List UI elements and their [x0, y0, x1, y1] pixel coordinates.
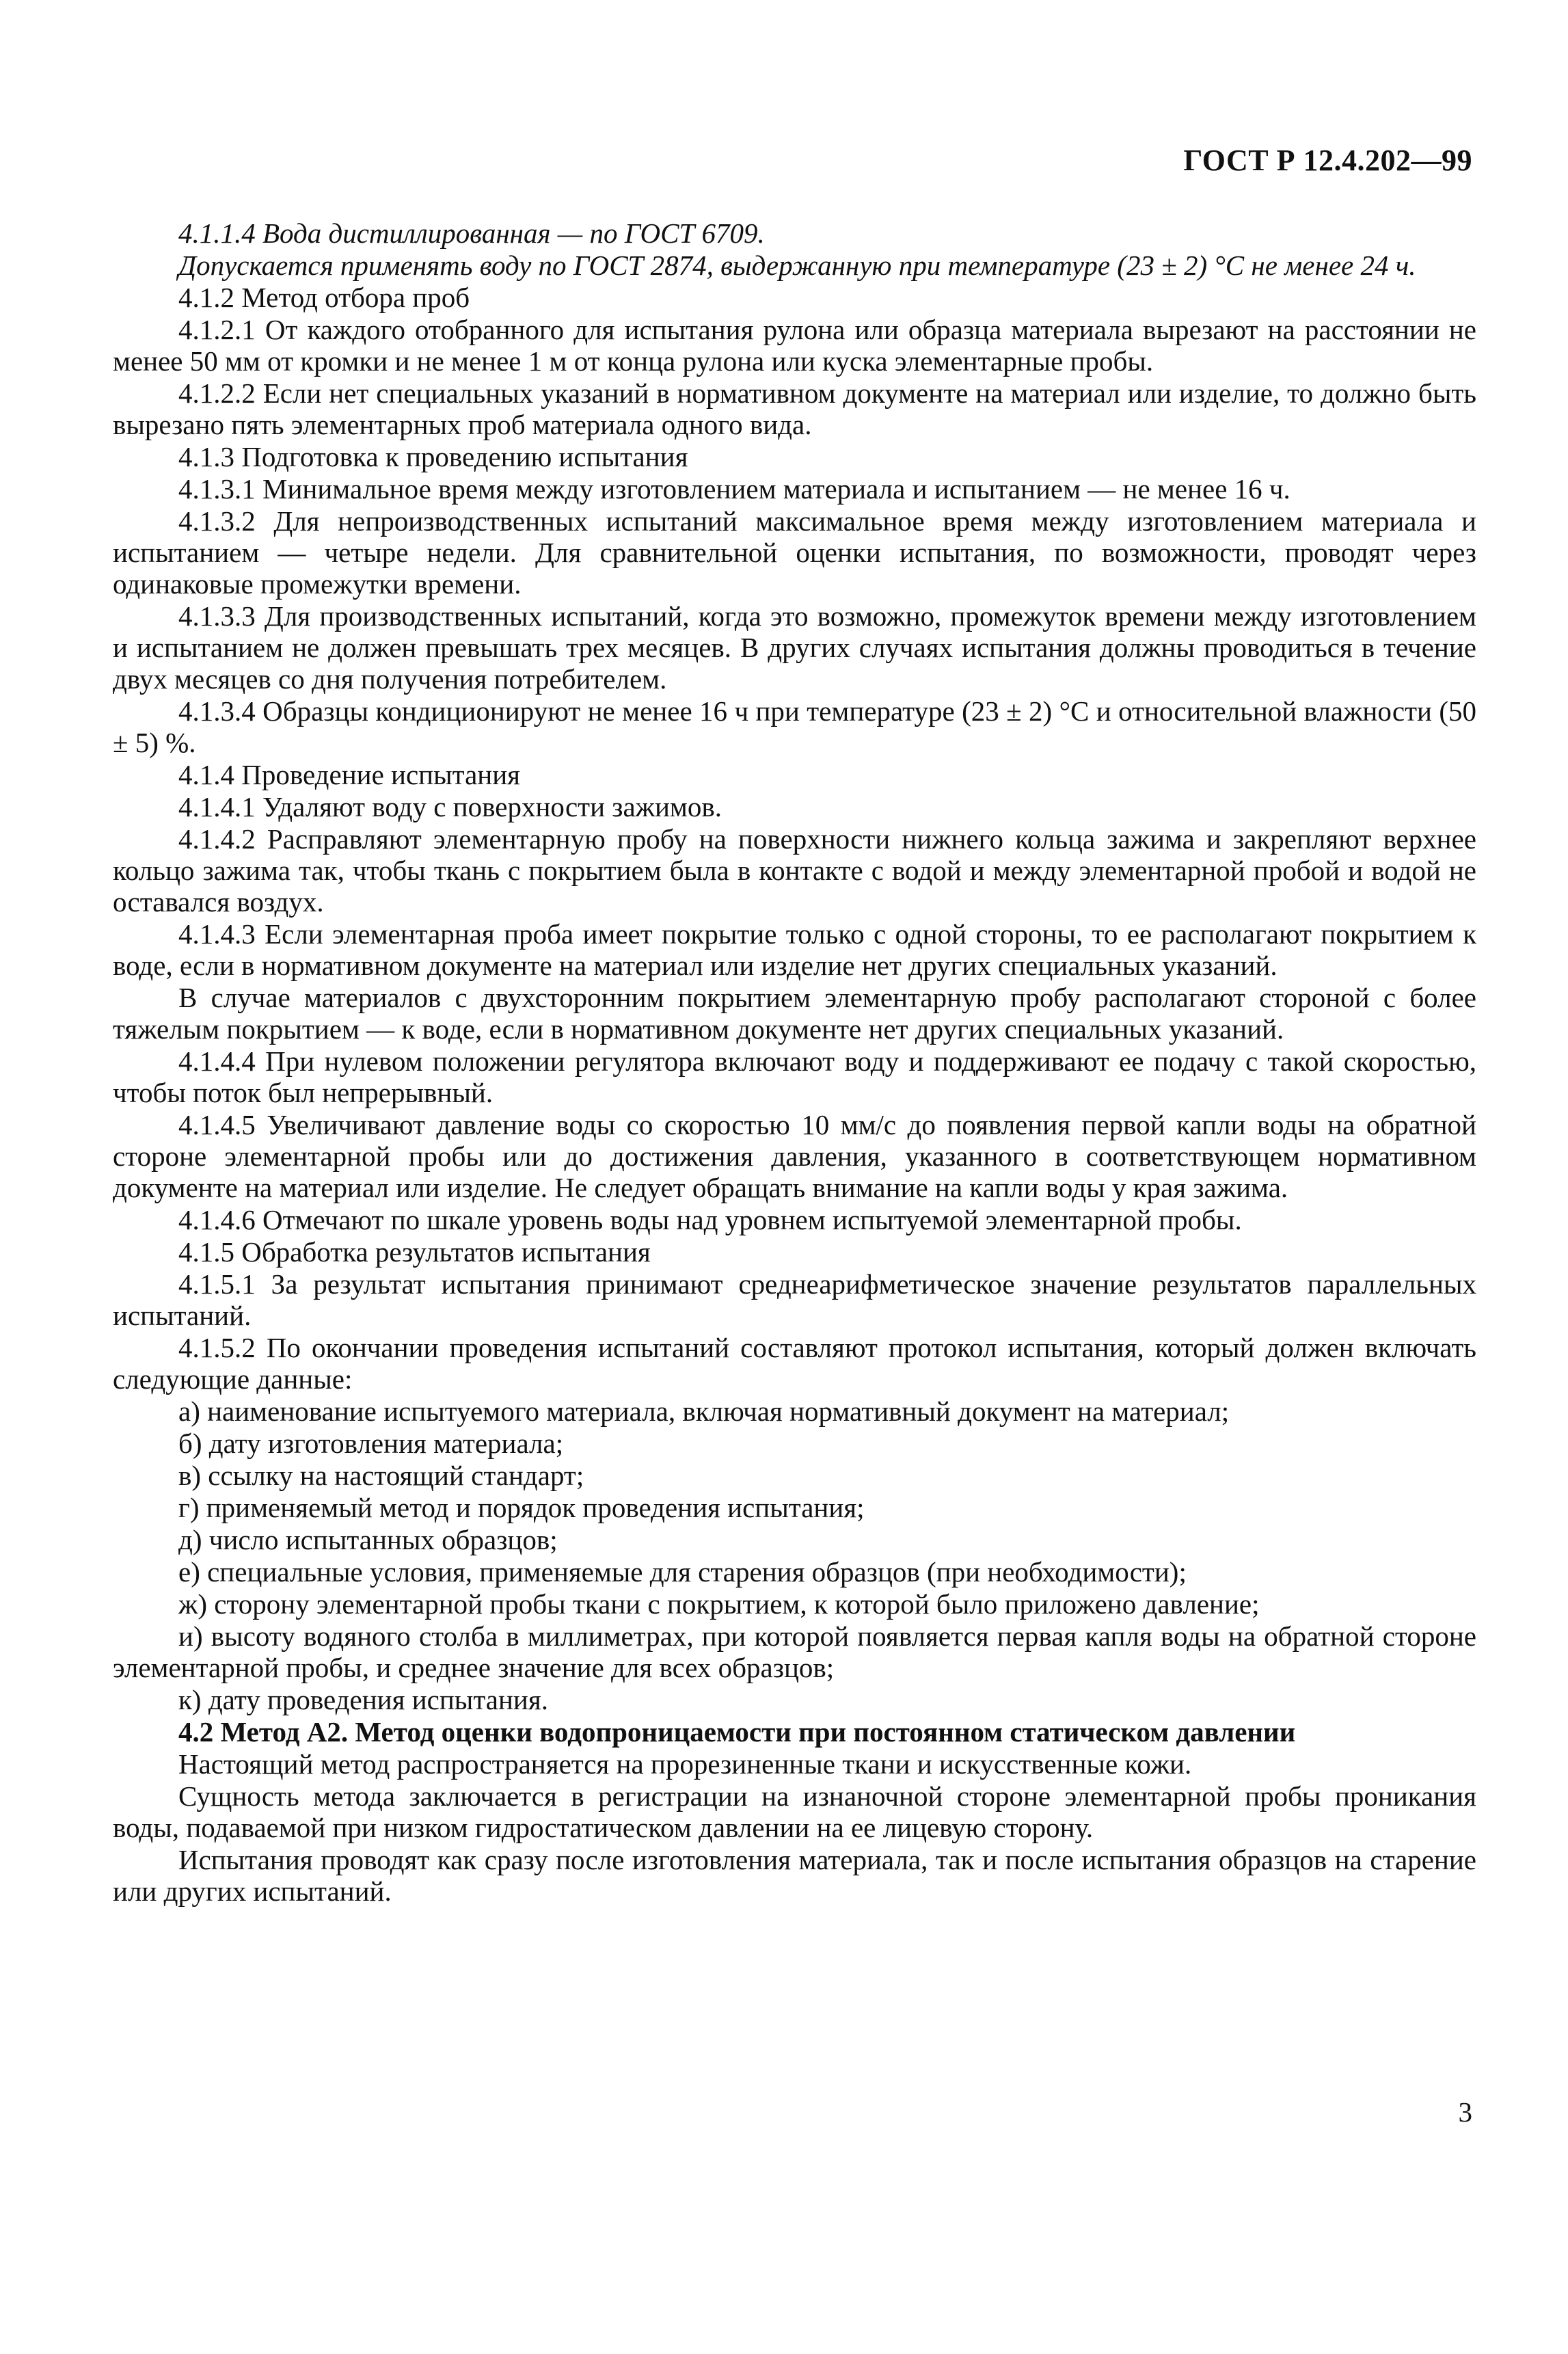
paragraph-4-1-4-2: 4.1.4.2 Расправляют элементарную пробу на поверхности нижнего кольца зажима и закрепляют верхнее кольцо зажима так, чтобы ткань с покрытием была в контакте с водой и между элементарной пробой и водой не оставался воздух.	[113, 823, 1476, 918]
heading-4-1-4: 4.1.4 Проведение испытания	[178, 759, 521, 790]
paragraph-two-sided-coating: В случае материалов с двухсторонним покрытием элементарную пробу располагают стороной с более тяжелым покрытием — к воде, если в нормативном документе нет других специальных указаний.	[113, 982, 1476, 1045]
heading-4-2-method-a2: 4.2 Метод А2. Метод оценки водопроницаемости при постоянном статическом давлении	[178, 1716, 1296, 1748]
paragraph-4-1-3-1: 4.1.3.1 Минимальное время между изготовлением материала и испытанием — не менее 16 ч.	[178, 473, 1290, 505]
paragraph-method-scope: Настоящий метод распространяется на прорезиненные ткани и искусственные кожи.	[178, 1748, 1192, 1780]
body-text	[113, 217, 1476, 1908]
heading-4-1-5: 4.1.5 Обработка результатов испытания	[178, 1236, 651, 1268]
paragraph-4-1-5-1: 4.1.5.1 За результат испытания принимают среднеарифметическое значение результатов параллельных испытаний.	[113, 1268, 1476, 1331]
list-item-g: г) применяемый метод и порядок проведения испытания;	[178, 1492, 865, 1523]
list-item-d: д) число испытанных образцов;	[178, 1524, 558, 1555]
list-item-zh: ж) сторону элементарной пробы ткани с покрытием, к которой было приложено давление;	[178, 1588, 1260, 1620]
paragraph-4-1-1-4: 4.1.1.4 Вода дистиллированная — по ГОСТ 6709.	[178, 217, 765, 249]
list-item-b: б) дату изготовления материала;	[178, 1428, 564, 1459]
list-item-k: к) дату проведения испытания.	[178, 1684, 548, 1715]
list-item-a: а) наименование испытуемого материала, включая нормативный документ на материал;	[178, 1395, 1230, 1427]
paragraph-4-1-2-1: 4.1.2.1 От каждого отобранного для испытания рулона или образца материала вырезают на расстоянии не менее 50 мм от кромки и не менее 1 м от конца рулона или куска элементарные пробы.	[113, 314, 1476, 377]
list-item-e: е) специальные условия, применяемые для старения образцов (при необходимости);	[178, 1556, 1187, 1588]
paragraph-water-allowance: Допускается применять воду по ГОСТ 2874, выдержанную при температуре (23 ± 2) °С не менее 24 ч.	[178, 250, 1416, 281]
paragraph-4-1-4-3: 4.1.4.3 Если элементарная проба имеет покрытие только с одной стороны, то ее располагают покрытием к воде, если в нормативном документе на материал или изделие нет других специальных указаний.	[113, 918, 1476, 981]
paragraph-4-1-3-4: 4.1.3.4 Образцы кондиционируют не менее 16 ч при температуре (23 ± 2) °С и относительной влажности (50 ± 5) %.	[113, 695, 1476, 758]
document-number-header: ГОСТ Р 12.4.202—99	[1183, 144, 1472, 177]
paragraph-4-1-4-5: 4.1.4.5 Увеличивают давление воды со скоростью 10 мм/с до появления первой капли воды на обратной стороне элементарной пробы или до достижения давления, указанного в соответствующем нормативном документе на материал или изделие. Не следует обращать внимание на капли воды у края зажима.	[113, 1109, 1476, 1203]
paragraph-4-1-4-6: 4.1.4.6 Отмечают по шкале уровень воды над уровнем испытуемой элементарной пробы.	[178, 1204, 1242, 1235]
paragraph-4-1-4-4: 4.1.4.4 При нулевом положении регулятора включают воду и поддерживают ее подачу с такой скоростью, чтобы поток был непрерывный.	[113, 1045, 1476, 1108]
paragraph-method-timing: Испытания проводят как сразу после изготовления материала, так и после испытания образцов на старение или других испытаний.	[113, 1844, 1476, 1907]
paragraph-4-1-2-2: 4.1.2.2 Если нет специальных указаний в нормативном документе на материал или изделие, то должно быть вырезано пять элементарных проб материала одного вида.	[113, 377, 1476, 440]
paragraph-method-essence: Сущность метода заключается в регистрации на изнаночной стороне элементарной пробы проникания воды, подаваемой при низком гидростатическом давлении на ее лицевую сторону.	[113, 1780, 1476, 1843]
list-item-i: и) высоту водяного столба в миллиметрах, при которой появляется первая капля воды на обратной стороне элементарной пробы, и среднее значение для всех образцов;	[113, 1620, 1476, 1683]
heading-4-1-3: 4.1.3 Подготовка к проведению испытания	[178, 441, 688, 472]
paragraph-4-1-3-2: 4.1.3.2 Для непроизводственных испытаний максимальное время между изготовлением материала и испытанием — четыре недели. Для сравнительной оценки испытания, по возможности, проводят через одинаковые промежутки времени.	[113, 505, 1476, 600]
list-item-v: в) ссылку на настоящий стандарт;	[178, 1460, 584, 1491]
paragraph-4-1-4-1: 4.1.4.1 Удаляют воду с поверхности зажимов.	[178, 791, 722, 822]
paragraph-4-1-5-2: 4.1.5.2 По окончании проведения испытаний составляют протокол испытания, который должен включать следующие данные:	[113, 1332, 1476, 1395]
paragraph-4-1-3-3: 4.1.3.3 Для производственных испытаний, когда это возможно, промежуток времени между изготовлением и испытанием не должен превышать трех месяцев. В других случаях испытания должны проводиться в течение двух месяцев со дня получения потребителем.	[113, 600, 1476, 695]
heading-4-1-2: 4.1.2 Метод отбора проб	[178, 282, 470, 313]
page-number: 3	[1458, 2096, 1472, 2128]
